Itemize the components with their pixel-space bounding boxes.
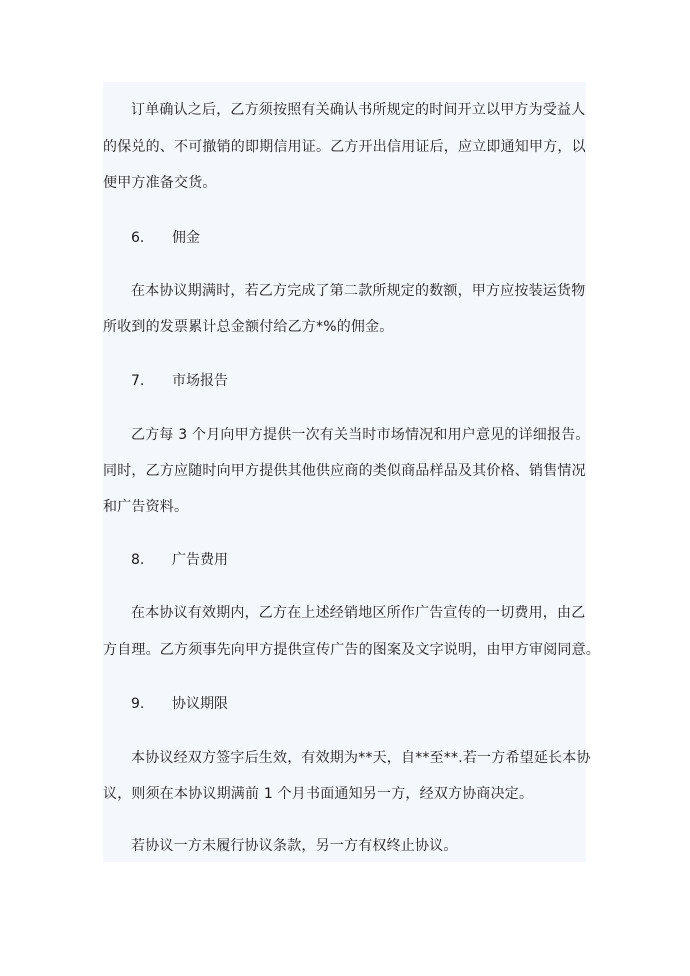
- paragraph-line: 方自理。乙方须事先向甲方提供宣传广告的图案及文字说明，由甲方审阅同意。: [103, 642, 600, 658]
- section-title: 协议期限: [172, 696, 228, 712]
- paragraph-line: 订单确认之后，乙方须按照有关确认书所规定的时间开立以甲方为受益人: [131, 102, 586, 118]
- section-number: 7.: [131, 373, 145, 389]
- section-title: 佣金: [172, 230, 200, 246]
- paragraph-line: 的保兑的、不可撤销的即期信用证。乙方开出信用证后，应立即通知甲方，以: [103, 139, 586, 155]
- paragraph-line: 在本协议有效期内，乙方在上述经销地区所作广告宣传的一切费用，由乙: [131, 605, 586, 621]
- paragraph-line: 便甲方准备交货。: [103, 175, 217, 191]
- paragraph-line: 所收到的发票累计总金额付给乙方*%的佣金。: [103, 319, 394, 335]
- paragraph-line: 若协议一方未履行协议条款，另一方有权终止协议。: [131, 838, 458, 854]
- paragraph-line: 议，则须在本协议期满前 1 个月书面通知另一方，经双方协商决定。: [103, 786, 534, 802]
- paragraph-line: 乙方每 3 个月向甲方提供一次有关当时市场情况和用户意见的详细报告。: [131, 427, 590, 443]
- paragraph-line: 在本协议期满时，若乙方完成了第二款所规定的数额，甲方应按装运货物: [131, 283, 586, 299]
- section-number: 9.: [131, 696, 145, 712]
- paragraph-line: 和广告资料。: [103, 499, 189, 515]
- paragraph-line: 本协议经双方签字后生效，有效期为**天，自**至**.若一方希望延长本协: [131, 750, 591, 766]
- section-number: 6.: [131, 230, 145, 246]
- section-number: 8.: [131, 552, 145, 568]
- section-title: 市场报告: [172, 373, 228, 389]
- section-title: 广告费用: [172, 552, 228, 568]
- paragraph-line: 同时，乙方应随时向甲方提供其他供应商的类似商品样品及其价格、销售情况: [103, 463, 586, 479]
